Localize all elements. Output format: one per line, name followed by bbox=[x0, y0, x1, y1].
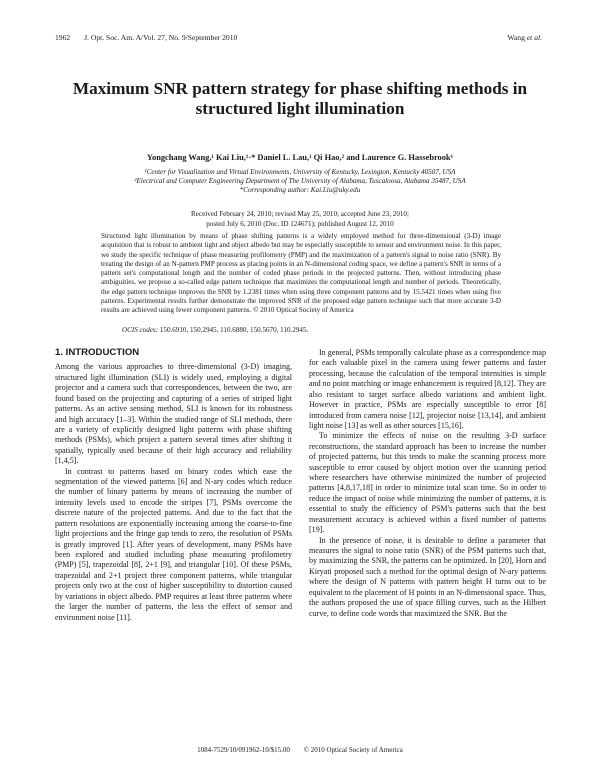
page-footer bbox=[0, 746, 600, 754]
received-dates: Received February 24, 2010; revised May 25, 2010; accepted June 23, 2010; bbox=[191, 210, 409, 218]
left-column bbox=[55, 348, 292, 623]
ocis-label: OCIS codes: bbox=[122, 326, 159, 334]
page-number: 1962 bbox=[55, 33, 71, 42]
paragraph: In general, PSMs temporally calculate phase as a correspondence map for each valuable pixel in the camera using fewer patterns and faster processing, because the calculation of the temporal intensities is simple and no point matching or image enhancement is required [8,12]. They are also resistant to target surface albedo variations and ambient light. However in practice, PSMs are especially susceptible to error [8] introduced from camera noise [12], projector noise [13,14], and ambient light noise [13] as well as other sources [15,16]. bbox=[309, 348, 546, 430]
published-dates: posted July 6, 2010 (Doc. ID 124671); published August 12, 2010 bbox=[206, 220, 394, 228]
running-etal: et al. bbox=[526, 33, 542, 42]
running-header-right bbox=[507, 33, 542, 42]
right-column bbox=[309, 348, 546, 619]
paragraph: Among the various approaches to three-dimensional (3-D) imaging, structured light illumination (SLI) is widely used, employing a digital projector and a camera such that correspondences, between the two, are found based on the projecting and capturing of a series of striped light patterns. As an active sensing method, SLI is known for its robustness and high accuracy [1–3]. Within the studied range of SLI methods, there are a variety of explicitly designed light patterns with phase shifting methods (PSMs), which project a pattern several times after shifting it spatially, typically used because of their high accuracy and reliability [1,4,5]. bbox=[55, 362, 292, 466]
running-header-left bbox=[55, 33, 237, 42]
paragraph: In contrast to patterns based on binary codes which ease the segmentation of the viewed patterns [6] and N-ary codes which reduce the number of binary patterns by means of increasing the number of intensity levels used to encode the stripes [7], PSMs overcome the discrete nature of the projected patterns. And due to the fact that the pattern resolutions are exponentially increasing among the coarse-to-fine light projections and the fringe gap tends to zero, the resolution of PSMs is greatly improved [1]. After years of development, many PSMs have been explored and studied including phase measuring profilometry (PMP) [5], trapezoidal [8], 2+1 [9], and triangular [10]. Of these PSMs, trapezoidal and 2+1 project three component patterns, while triangular projects only two at the cost of higher susceptibility to distortion caused by variations in object albedo. PMP requires at least three patterns where the larger the number of patterns, the less the effect of sensor and environment noise [11]. bbox=[55, 466, 292, 622]
copyright: © 2010 Optical Society of America bbox=[303, 746, 403, 754]
corresponding-author: *Corresponding author: Kai.Liu@uky.edu bbox=[239, 186, 361, 194]
issn-code: 1084-7529/10/091962-10/$15.00 bbox=[197, 746, 290, 754]
paper-title: Maximum SNR pattern strategy for phase shifting methods in structured light illumination bbox=[72, 79, 528, 118]
running-author: Wang bbox=[507, 33, 525, 42]
paragraph: To minimize the effects of noise on the resulting 3-D surface reconstructions, the standard approach has been to increase the number of projected patterns, but this tends to make the scanning process more susceptible to error caused by object motion over the scanning period where researchers have otherwise minimized the number of projected patterns [4,8,17,18] in order to minimize total scan time. So in order to reduce the impact of noise while minimizing the number of patterns, it is essential to study the efficiency of PSM's patterns such that the best measurement accuracy is achieved within a fixed number of patterns [19]. bbox=[309, 431, 546, 535]
ocis-codes bbox=[122, 326, 308, 334]
section-heading: 1. INTRODUCTION bbox=[55, 347, 140, 358]
abstract: Structured light illumination by means of phase shifting patterns is a widely employed method for three-dimensional (3-D) image acquisition that is robust to ambient light and object albedo but may be especially susceptible to sensor and environment noise. In this paper, we study the specific technique of phase measuring profilometry (PMP) and the maximization of a pattern's signal to noise ratio (SNR). By treating the design of an N-pattern PMP process as placing points in an N-dimensional coding space, we define a pattern's SNR in terms of a pattern set's computational length and the number of coded phase periods in the projected patterns. Then, without introducing phase ambiguities, we propose a so-called edge pattern technique that maximizes the computational length and number of periods. Theoretically, the edge pattern technique improves the SNR by 1.2381 times when using three component patterns and by 15.5421 times when using five patterns. Experimental results further demonstrate the improved SNR of the proposed edge pattern technique such that more accurate 3-D results are achieved using fewer component patterns. © 2010 Optical Society of America bbox=[101, 232, 501, 315]
paragraph: In the presence of noise, it is desirable to define a parameter that measures the signal to noise ratio (SNR) of the PSM patterns such that, by maximizing the SNR, the patterns can be optimized. In [20], Horn and Kiryati proposed such a method for the optimal design of N-ary patterns where the design of N patterns with pattern height H turns out to be equivalent to the placement of H points in an N-dimensional space. Thus, the authors proposed the use of space filling curves, such as the Hilbert curve, to define code words that maximized the SNR. But the bbox=[309, 535, 546, 618]
ocis-values: 150.6910, 150.2945, 110.6880, 150.5670, 110.2945. bbox=[159, 326, 309, 334]
affiliation-1: ¹Center for Visualization and Virtual Environments, University of Kentucky, Lexington, Kentucky 40507, USA bbox=[144, 168, 456, 176]
affiliation-2: ²Electrical and Computer Engineering Department of The University of Alabama, Tuscaloosa, Alabama 35487, USA bbox=[134, 177, 466, 185]
author-list: Yongchang Wang,¹ Kai Liu,¹·* Daniel L. Lau,¹ Qi Hao,² and Laurence G. Hassebrook¹ bbox=[146, 153, 454, 162]
journal-citation: J. Opt. Soc. Am. A/Vol. 27, No. 9/September 2010 bbox=[84, 33, 238, 42]
